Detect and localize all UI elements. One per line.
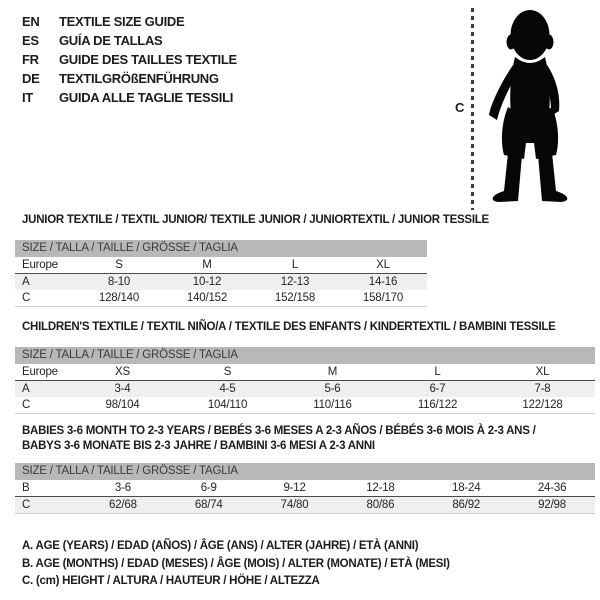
size-cell: 12-18 bbox=[337, 480, 423, 497]
language-row bbox=[22, 69, 237, 88]
size-cell: 80/86 bbox=[337, 497, 423, 514]
table-row bbox=[15, 290, 427, 307]
size-cell: 152/158 bbox=[251, 290, 339, 307]
column-header: M bbox=[280, 364, 385, 381]
column-header: XL bbox=[339, 257, 427, 274]
size-cell: 140/152 bbox=[163, 290, 251, 307]
language-title: GUIDE DES TAILLES TEXTILE bbox=[59, 52, 237, 67]
junior-textile-title: JUNIOR TEXTILE / TEXTIL JUNIOR/ TEXTILE JUNIOR / JUNIORTEXTIL / JUNIOR TESSILE bbox=[22, 214, 489, 226]
size-cell: 12-13 bbox=[251, 274, 339, 291]
row-label: C bbox=[15, 290, 75, 307]
language-title: TEXTILGRÖßENFÜHRUNG bbox=[59, 71, 219, 86]
language-row bbox=[22, 12, 237, 31]
toddler-silhouette-shapes bbox=[489, 10, 567, 202]
size-cell: 98/104 bbox=[70, 397, 175, 414]
babies-size-table bbox=[15, 480, 595, 514]
table-row bbox=[15, 480, 595, 497]
language-title: GUIDA ALLE TAGLIE TESSILI bbox=[59, 90, 234, 105]
junior-size-table bbox=[15, 257, 427, 307]
height-c-label: C bbox=[455, 100, 465, 115]
table-row bbox=[15, 397, 595, 414]
size-cell: 3-6 bbox=[80, 480, 166, 497]
size-cell: 110/116 bbox=[280, 397, 385, 414]
size-cell: 10-12 bbox=[163, 274, 251, 291]
language-code: FR bbox=[22, 52, 39, 67]
column-header: XL bbox=[490, 364, 595, 381]
table-columns-row bbox=[15, 257, 427, 274]
row-label: Europe bbox=[15, 364, 70, 381]
row-label: Europe bbox=[15, 257, 75, 274]
toddler-silhouette-icon bbox=[478, 5, 575, 210]
size-cell: 122/128 bbox=[490, 397, 595, 414]
language-code: EN bbox=[22, 14, 40, 29]
table-columns-row bbox=[15, 364, 595, 381]
language-code: ES bbox=[22, 33, 39, 48]
language-row bbox=[22, 88, 237, 107]
size-cell: 62/68 bbox=[80, 497, 166, 514]
size-cell: 4-5 bbox=[175, 381, 280, 398]
childrens-textile-title: CHILDREN'S TEXTILE / TEXTIL NIÑO/A / TEXTILE DES ENFANTS / KINDERTEXTIL / BAMBINI TESSILE bbox=[22, 321, 556, 333]
language-row bbox=[22, 31, 237, 50]
size-cell: 14-16 bbox=[339, 274, 427, 291]
language-title: TEXTILE SIZE GUIDE bbox=[59, 14, 185, 29]
footnote-age-months: B. AGE (MONTHS) / EDAD (MESES) / ÂGE (MOIS) / ALTER (MONATE) / ETÀ (MESI) bbox=[22, 557, 450, 570]
size-header-band: SIZE / TALLA / TAILLE / GRÖSSE / TAGLIA bbox=[15, 463, 595, 480]
row-label: C bbox=[15, 397, 70, 414]
table-row bbox=[15, 381, 595, 398]
height-dashed-line-icon bbox=[471, 8, 474, 210]
row-label: C bbox=[15, 497, 80, 514]
column-header: M bbox=[163, 257, 251, 274]
size-cell: 6-9 bbox=[166, 480, 252, 497]
size-cell: 92/98 bbox=[509, 497, 595, 514]
babies-title-line2: BABYS 3-6 MONATE BIS 2-3 JAHRE / BAMBINI 3-6 MESI A 2-3 ANNI bbox=[22, 440, 375, 452]
size-cell: 3-4 bbox=[70, 381, 175, 398]
size-cell: 128/140 bbox=[75, 290, 163, 307]
size-cell: 86/92 bbox=[423, 497, 509, 514]
column-header: XS bbox=[70, 364, 175, 381]
size-cell: 9-12 bbox=[252, 480, 338, 497]
language-title: GUÍA DE TALLAS bbox=[59, 33, 163, 48]
size-cell: 158/170 bbox=[339, 290, 427, 307]
table-row bbox=[15, 497, 595, 514]
size-cell: 116/122 bbox=[385, 397, 490, 414]
babies-textile-section bbox=[15, 424, 595, 514]
column-header: L bbox=[251, 257, 339, 274]
size-cell: 74/80 bbox=[252, 497, 338, 514]
size-cell: 6-7 bbox=[385, 381, 490, 398]
column-header: S bbox=[175, 364, 280, 381]
height-measure-figure bbox=[440, 0, 600, 220]
size-cell: 8-10 bbox=[75, 274, 163, 291]
babies-title-block bbox=[15, 424, 595, 454]
size-header-band: SIZE / TALLA / TAILLE / GRÖSSE / TAGLIA bbox=[15, 240, 427, 257]
language-title-block bbox=[22, 12, 237, 107]
size-cell: 5-6 bbox=[280, 381, 385, 398]
column-header: L bbox=[385, 364, 490, 381]
table-row bbox=[15, 274, 427, 291]
size-cell: 104/110 bbox=[175, 397, 280, 414]
column-header: S bbox=[75, 257, 163, 274]
row-label: A bbox=[15, 274, 75, 291]
legend-footnotes bbox=[22, 538, 450, 591]
childrens-textile-section bbox=[15, 320, 595, 414]
childrens-size-table bbox=[15, 364, 595, 414]
size-cell: 7-8 bbox=[490, 381, 595, 398]
babies-title-line1: BABIES 3-6 MONTH TO 2-3 YEARS / BEBÉS 3-6 MESES A 2-3 AÑOS / BÉBÉS 3-6 MOIS À 2-3 ANS / bbox=[22, 425, 536, 437]
language-row bbox=[22, 50, 237, 69]
footnote-height: C. (cm) HEIGHT / ALTURA / HAUTEUR / HÖHE / ALTEZZA bbox=[22, 575, 320, 587]
footnote-age-years: A. AGE (YEARS) / EDAD (AÑOS) / ÂGE (ANS) / ALTER (JAHRE) / ETÀ (ANNI) bbox=[22, 540, 419, 552]
size-cell: 24-36 bbox=[509, 480, 595, 497]
junior-textile-section bbox=[15, 213, 489, 307]
row-label: B bbox=[15, 480, 80, 497]
size-cell: 18-24 bbox=[423, 480, 509, 497]
language-code: IT bbox=[22, 90, 33, 105]
row-label: A bbox=[15, 381, 70, 398]
size-cell: 68/74 bbox=[166, 497, 252, 514]
language-code: DE bbox=[22, 71, 40, 86]
size-header-band: SIZE / TALLA / TAILLE / GRÖSSE / TAGLIA bbox=[15, 347, 595, 364]
